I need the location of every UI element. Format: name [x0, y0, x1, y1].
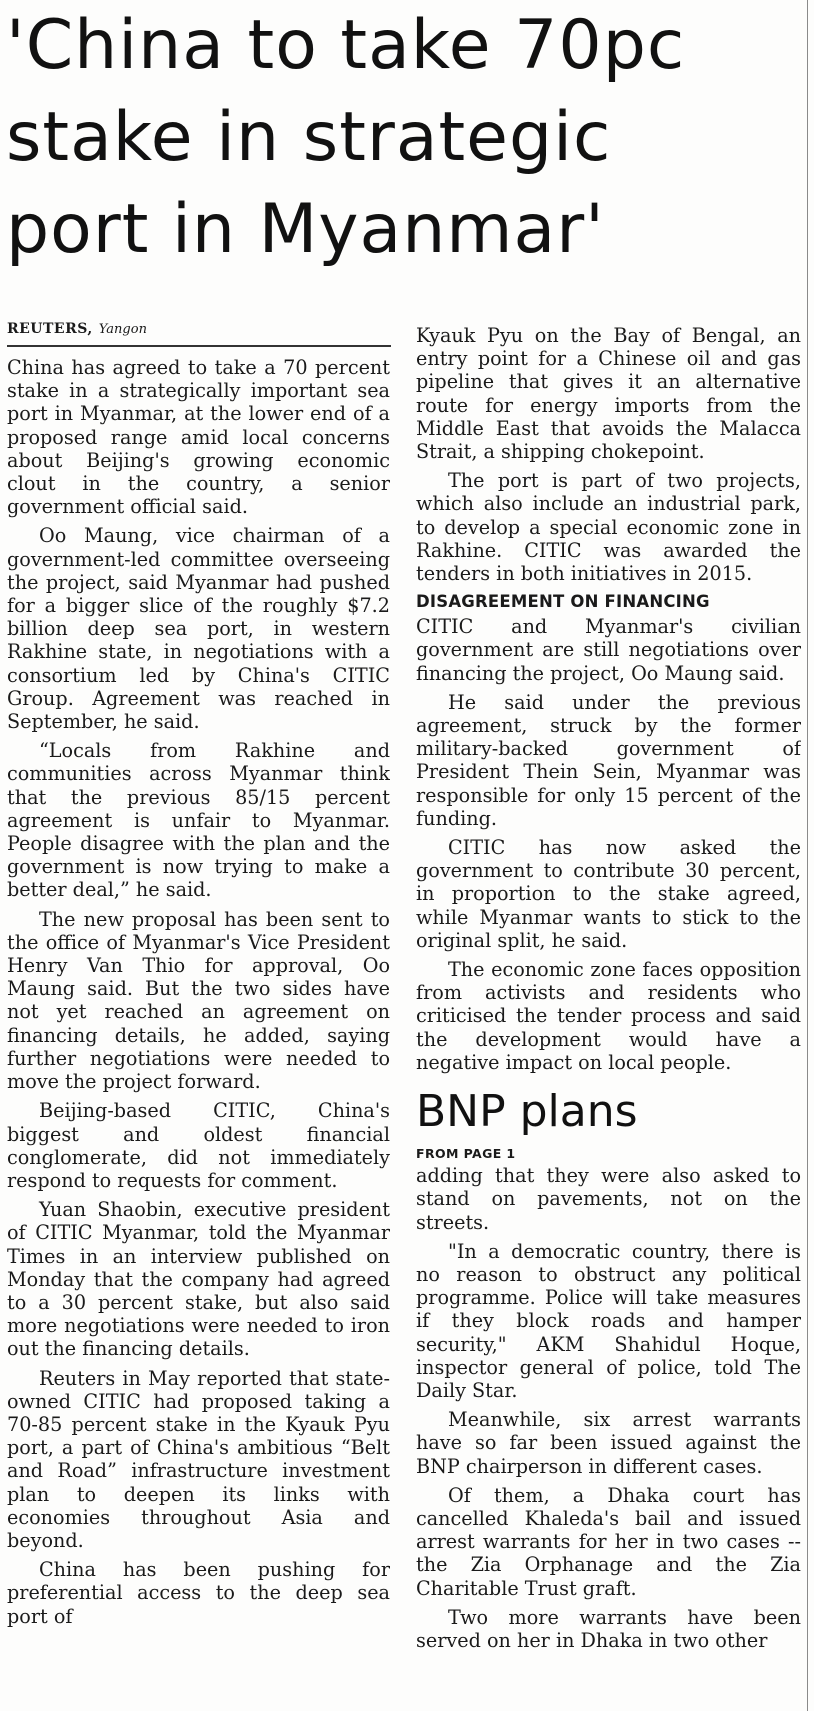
article-paragraph: The economic zone faces opposition from activists and residents who criticised the tender process and said the development would have a negative impact on local people. [416, 958, 801, 1074]
article-paragraph: CITIC and Myanmar's civilian government are still negotiations over financing the project, Oo Maung said. [416, 615, 801, 685]
article-paragraph: China has agreed to take a 70 percent stake in a strategically important sea port in Myanmar, at the lower end of a proposed range amid local concerns about Beijing's growing economic clout in the country, a senior government official said. [7, 356, 390, 519]
headline-line-1: 'China to take 70pc [6, 6, 686, 85]
headline-line-2: stake in strategic [6, 98, 612, 177]
article-paragraph: The port is part of two projects, which also include an industrial park, to develop a special economic zone in Rakhine. CITIC was awarded the tenders in both initiatives in 2015. [416, 469, 801, 586]
section-subhead: DISAGREEMENT ON FINANCING [416, 592, 710, 612]
byline [7, 318, 391, 347]
article-paragraph: Of them, a Dhaka court has cancelled Khaleda's bail and issued arrest warrants for her in two cases -- the Zia Orphanage and the Zia Charitable Trust graft. [416, 1483, 801, 1600]
byline-agency: REUTERS, [7, 321, 93, 337]
article-headline [6, 0, 796, 276]
article-paragraph: Two more warrants have been served on her in Dhaka in two other [416, 1605, 801, 1652]
right-column [416, 324, 801, 1711]
article-paragraph-continued: adding that they were also asked to stand on pavements, not on the streets. [416, 1164, 801, 1234]
bnp-plans-headline: BNP plans [416, 1086, 638, 1138]
column-border [807, 0, 808, 1711]
byline-location: Yangon [98, 322, 147, 337]
article-paragraph: He said under the previous agreement, struck by the former military-backed government of President Thein Sein, Myanmar was responsible for only 15 percent of the funding. [416, 690, 801, 830]
article-paragraph: Beijing-based CITIC, China's biggest and oldest financial conglomerate, did not immediately respond to requests for comment. [7, 1099, 390, 1192]
article-paragraph: Reuters in May reported that state-owned CITIC had proposed taking a 70-85 percent stake in the Kyauk Pyu port, a part of China's ambitious “Belt and Road” infrastructure investment plan to deepen its links with economies throughout Asia and beyond. [7, 1366, 390, 1552]
headline-line-3: port in Myanmar' [6, 190, 605, 269]
article-paragraph: CITIC has now asked the government to contribute 30 percent, in proportion to the stake agreed, while Myanmar wants to stick to the original split, he said. [416, 836, 801, 952]
article-paragraph: "In a democratic country, there is no reason to obstruct any political programme. Police will take measures if they block roads and hamper security," AKM Shahidul Hoque, inspector general of police, told The Daily Star. [416, 1239, 801, 1402]
article-paragraph: The new proposal has been sent to the office of Myanmar's Vice President Henry Van Thio for approval, Oo Maung said. But the two sides have not yet reached an agreement on financing details, he added, saying further negotiations were needed to move the project forward. [7, 907, 390, 1094]
left-column [7, 356, 390, 1711]
article-paragraph: Meanwhile, six arrest warrants have so far been issued against the BNP chairperson in different cases. [416, 1408, 801, 1478]
from-page-label: FROM PAGE 1 [416, 1146, 516, 1162]
article-paragraph: China has been pushing for preferential access to the deep sea port of [7, 1558, 390, 1628]
article-paragraph: Yuan Shaobin, executive president of CITIC Myanmar, told the Myanmar Times in an interview published on Monday that the company had agreed to a 30 percent stake, but also said more negotiations were needed to iron out the financing details. [7, 1198, 390, 1361]
article-paragraph: Oo Maung, vice chairman of a government-led committee overseeing the project, said Myanmar had pushed for a bigger slice of the roughly $7.2 billion deep sea port, in western Rakhine state, in negotiations with a consortium led by China's CITIC Group. Agreement was reached in September, he said. [7, 524, 390, 734]
article-paragraph-continued: Kyauk Pyu on the Bay of Bengal, an entry point for a Chinese oil and gas pipeline that gives it an alternative route for energy imports from the Middle East that avoids the Malacca Strait, a shipping chokepoint. [416, 324, 801, 464]
article-paragraph: “Locals from Rakhine and communities across Myanmar think that the previous 85/15 percent agreement is unfair to Myanmar. People disagree with the plan and the government is now trying to make a better deal,” he said. [7, 739, 390, 902]
